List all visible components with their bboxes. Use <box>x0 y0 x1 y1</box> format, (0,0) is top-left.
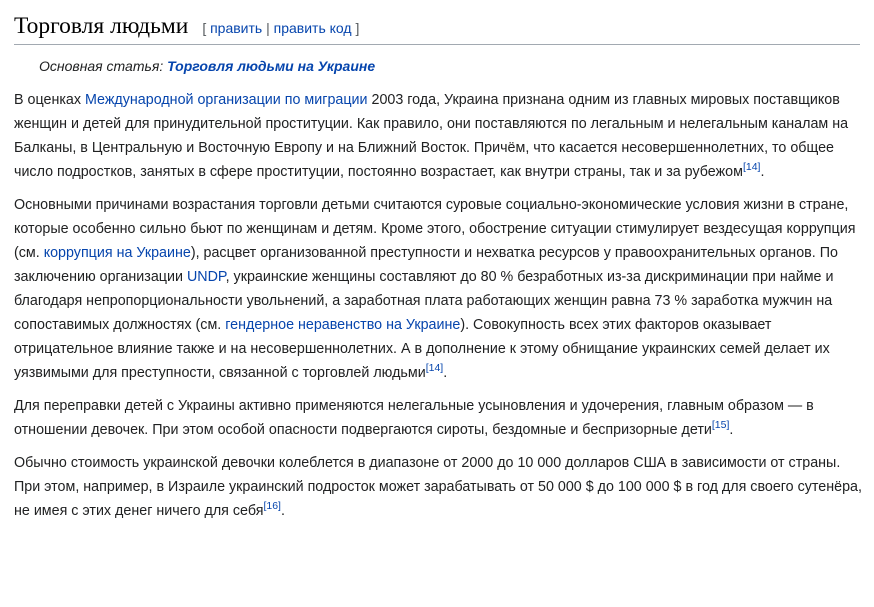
paragraph-text: , украинские женщины составляют до 80 % безработных из-за дискриминации при найме и благодаря непропорциональности увольнений, а заработная плата работающих женщин равна 73 % заработка мужчин на сопоставимых должностях (см. <box>14 269 834 334</box>
paragraph-end: . <box>760 164 765 181</box>
paragraph-3 <box>14 394 862 442</box>
paragraph-2 <box>14 193 862 385</box>
paragraph-end: . <box>443 365 448 382</box>
undp-link[interactable]: UNDP <box>186 269 226 286</box>
paragraph-text: Для переправки детей с Украины активно применяются нелегальные усыновления и удочерения, главным образом — в отношении девочек. При этом особой опасности подвергаются сироты, бездомные и беспризорные дети <box>14 398 814 439</box>
reference-link[interactable]: [15] <box>711 419 730 432</box>
edit-code-link[interactable]: править код <box>273 20 352 36</box>
reference-link[interactable]: [14] <box>742 161 761 174</box>
paragraph-text: 2003 года, Украина признана одним из главных мировых поставщиков женщин и детей для принудительной проституции. Как правило, они поставляются по легальным и нелегальным каналам на Балканы, в Центральную и Восточную Европу и на Ближний Восток. Причём, что касается несовершеннолетних, то общее число подростков, занятых в сфере проституции, постоянно возрастает, как внутри страны, так и за рубежом <box>14 92 849 181</box>
paragraph-text: ). Совокупность всех этих факторов оказывает отрицательное влияние также и на несовершеннолетних. А в дополнение к этому обнищание украинских семей делает их уязвимыми для преступности, связанной с торговлей людьми <box>14 317 830 382</box>
main-article-hatnote <box>39 56 862 76</box>
paragraph-text: Обычно стоимость украинской девочки колеблется в диапазоне от 2000 до 10 000 долларов США в зависимости от страны. При этом, например, в Израиле украинский подросток может зарабатывать от 50 000 $ до 100 000 $ в год для своего сутенёра, не имея с этих денег ничего для себя <box>14 455 862 520</box>
corruption-link[interactable]: коррупция на Украине <box>43 245 191 262</box>
edit-bracket-open: [ <box>202 20 211 36</box>
reference-14 <box>743 162 761 174</box>
reference-14 <box>426 363 444 375</box>
paragraph-text: В оценках <box>14 92 85 109</box>
paragraph-end: . <box>280 503 285 520</box>
reference-link[interactable]: [16] <box>263 500 281 513</box>
edit-bracket-close: ] <box>351 20 360 36</box>
reference-15 <box>712 420 730 432</box>
hatnote-prefix: Основная статья: <box>39 58 168 75</box>
edit-link[interactable]: править <box>210 20 263 36</box>
main-article-link[interactable]: Торговля людьми на Украине <box>167 58 376 75</box>
gender-inequality-link[interactable]: гендерное неравенство на Украине <box>225 317 461 334</box>
reference-link[interactable]: [14] <box>425 362 444 375</box>
section-title: Торговля людьми <box>14 13 189 39</box>
paragraph-text: ), расцвет организованной преступности и нехватка ресурсов у правоохранительных органов. По заключению организации <box>14 245 838 286</box>
edit-section-links <box>202 20 359 36</box>
section-heading-row <box>14 12 860 45</box>
reference-16 <box>263 501 281 513</box>
edit-separator: | <box>262 20 274 36</box>
paragraph-text: Основными причинами возрастания торговли детьми считаются суровые социально-экономические условия жизни в стране, которые особенно сильно бьют по женщинам и детям. Кроме этого, обострение ситуации стимулирует вездесущая коррупция (см. <box>14 197 856 262</box>
paragraph-1 <box>14 88 862 184</box>
paragraph-4 <box>14 451 862 523</box>
paragraph-end: . <box>729 422 734 439</box>
iom-link[interactable]: Международной организации по миграции <box>84 92 368 109</box>
